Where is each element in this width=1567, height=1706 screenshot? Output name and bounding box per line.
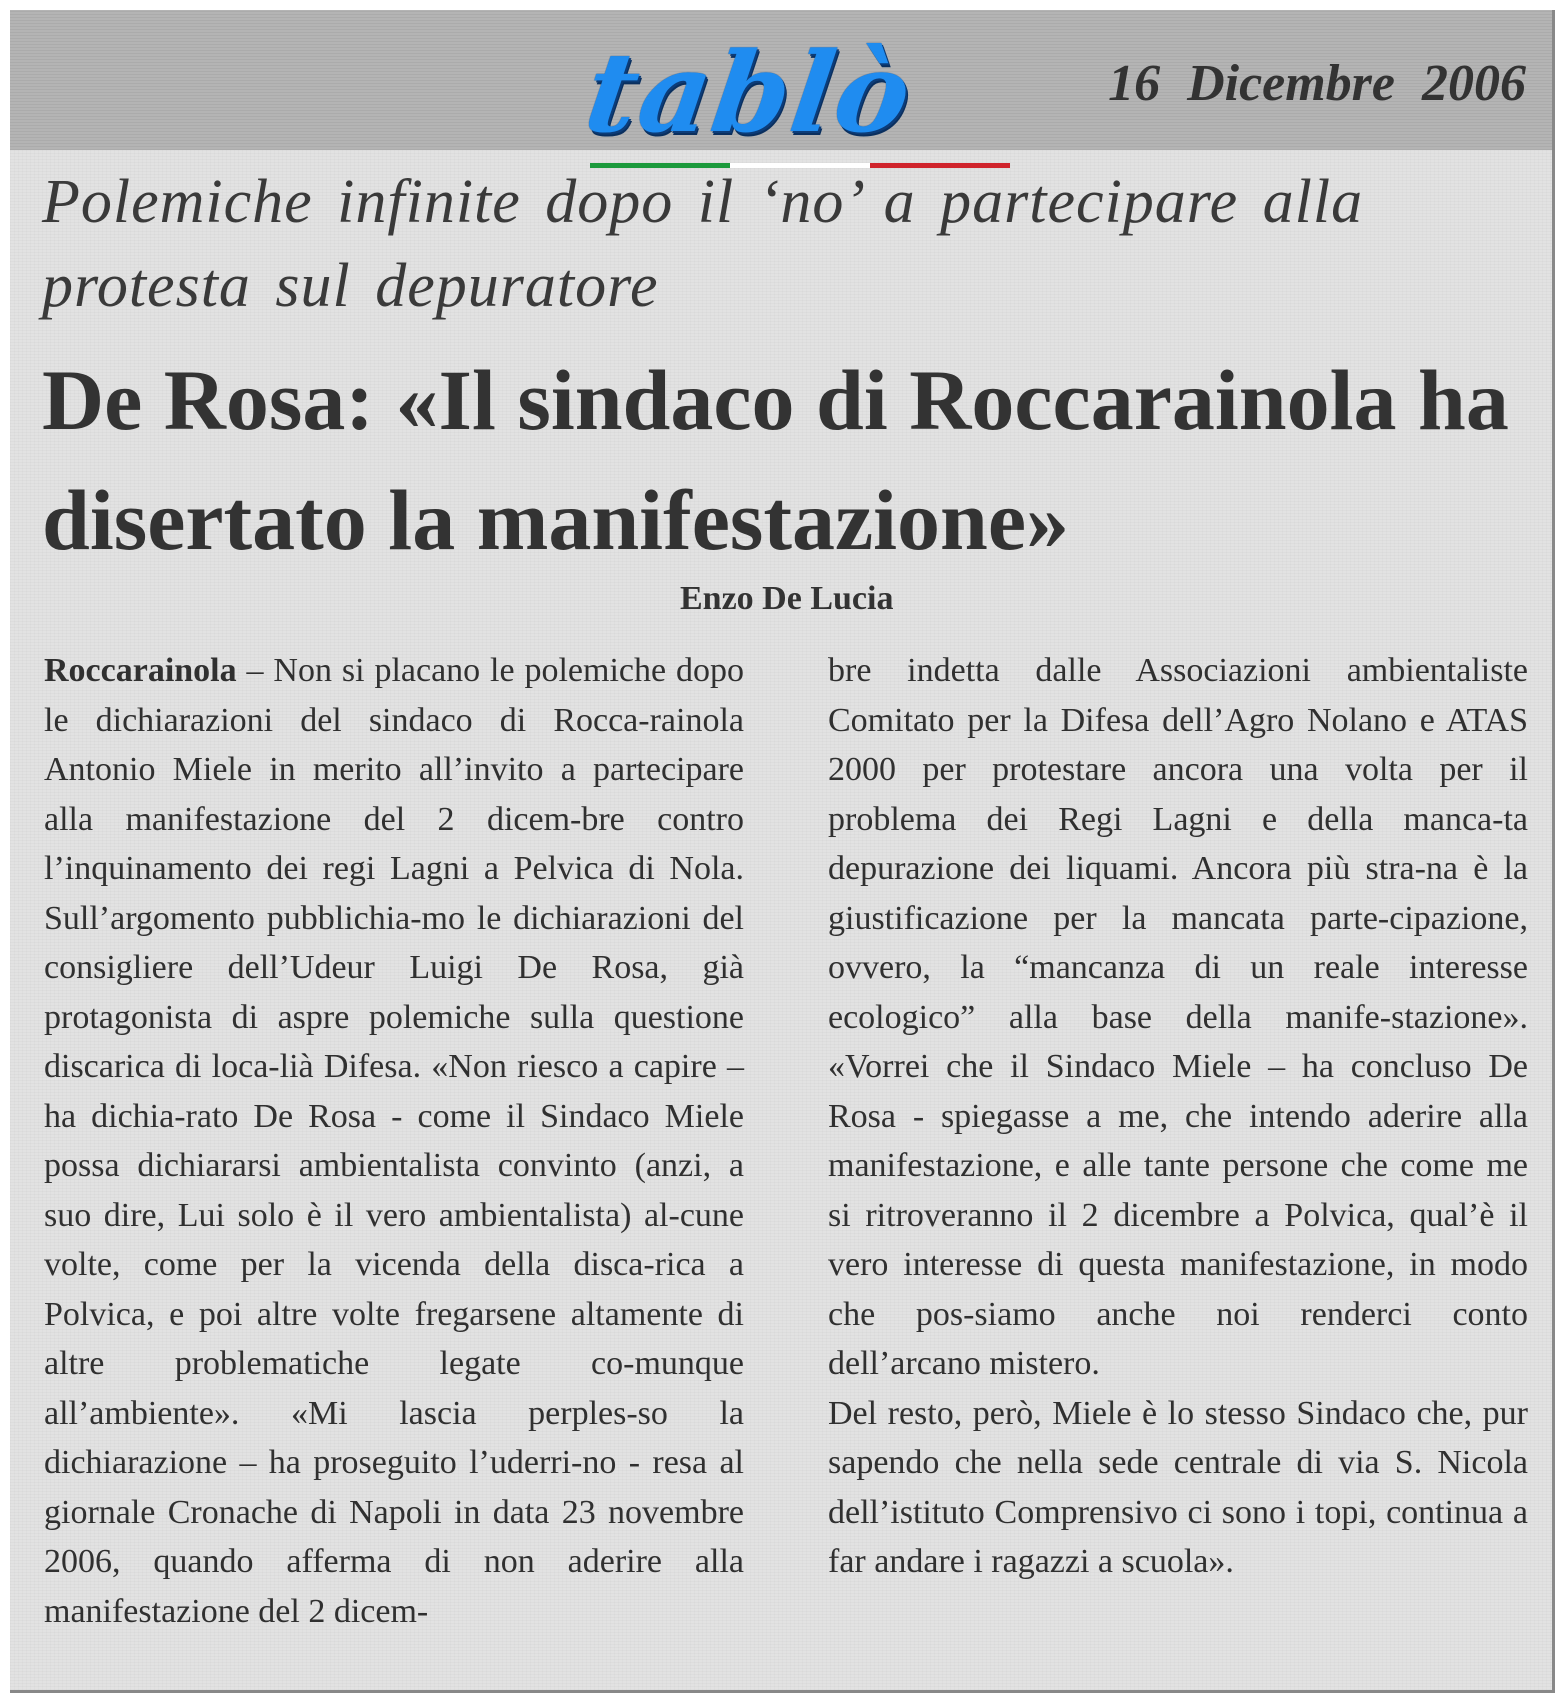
dateline: Roccarainola xyxy=(44,652,237,689)
newspaper-clipping xyxy=(10,10,1555,1693)
paragraph: Del resto, però, Miele è lo stesso Sindaco che, pur sapendo che nella sede centrale di via S. Nicola dell’istituto Comprensivo ci sono i topi, continua a far andare i ragazzi a scuola». xyxy=(828,1394,1528,1580)
tablo-logo: tablò xyxy=(578,28,921,157)
article-byline: Enzo De Lucia xyxy=(680,580,894,617)
body-text: – Non si placano le polemiche dopo le dichiarazioni del sindaco di Rocca-rainola Antonio Miele in merito all’invito a partecipare alla manifestazione del 2 dicem-bre contro l’inquinamento dei regi Lagni a Pelvica di Nola. Sull’argomento pubblichia-mo le dichiarazioni del consigliere dell’Udeur Luigi De Rosa, già protagonista di aspre polemiche sulla questione discarica di loca-lià Difesa. «Non riesco a capire – ha dichia-rato De Rosa - come il Sindaco Miele possa dichiararsi ambientalista convinto (anzi, a suo dire, Lui solo è il vero ambientalista) al-cune volte, come per la vicenda della disca-rica a Polvica, e poi altre volte fregarsene altamente di altre problematiche legate co-munque all’ambiente». «Mi lascia perples-so la dichiarazione – ha proseguito l’uderri-no - resa al giornale Cronache di Napoli in data 23 novembre 2006, quando afferma di non aderire alla manifestazione del 2 dicem- xyxy=(44,652,744,1630)
paragraph xyxy=(44,646,744,1636)
paragraph: bre indetta dalle Associazioni ambientaliste Comitato per la Difesa dell’Agro Nolano e ATAS 2000 per protestare ancora una volta per il problema dei Regi Lagni e della manca-ta depurazione dei liquami. Ancora più stra-na è la giustificazione per la mancata parte-cipazione, ovvero, la “mancanza di un reale interesse ecologico” alla base della manife-stazione». «Vorrei che il Sindaco Miele – ha concluso De Rosa - spiegasse a me, che intendo aderire alla manifestazione, e alle tante persone che come me si ritroveranno il 2 dicembre a Polvica, qual’è il vero interesse di questa manifestazione, in modo che pos-siamo anche noi renderci conto dell’arcano mistero. xyxy=(828,652,1528,1382)
publication-date: 16 Dicembre 2006 xyxy=(1108,55,1526,112)
article-column-2 xyxy=(828,646,1528,1587)
article-column-1 xyxy=(44,646,744,1636)
article-headline: De Rosa: «Il sindaco di Roccarainola ha disertato la manifestazione» xyxy=(42,352,1509,568)
article-kicker: Polemiche infinite dopo il ‘no’ a partecipare alla protesta sul depuratore xyxy=(42,168,1364,320)
